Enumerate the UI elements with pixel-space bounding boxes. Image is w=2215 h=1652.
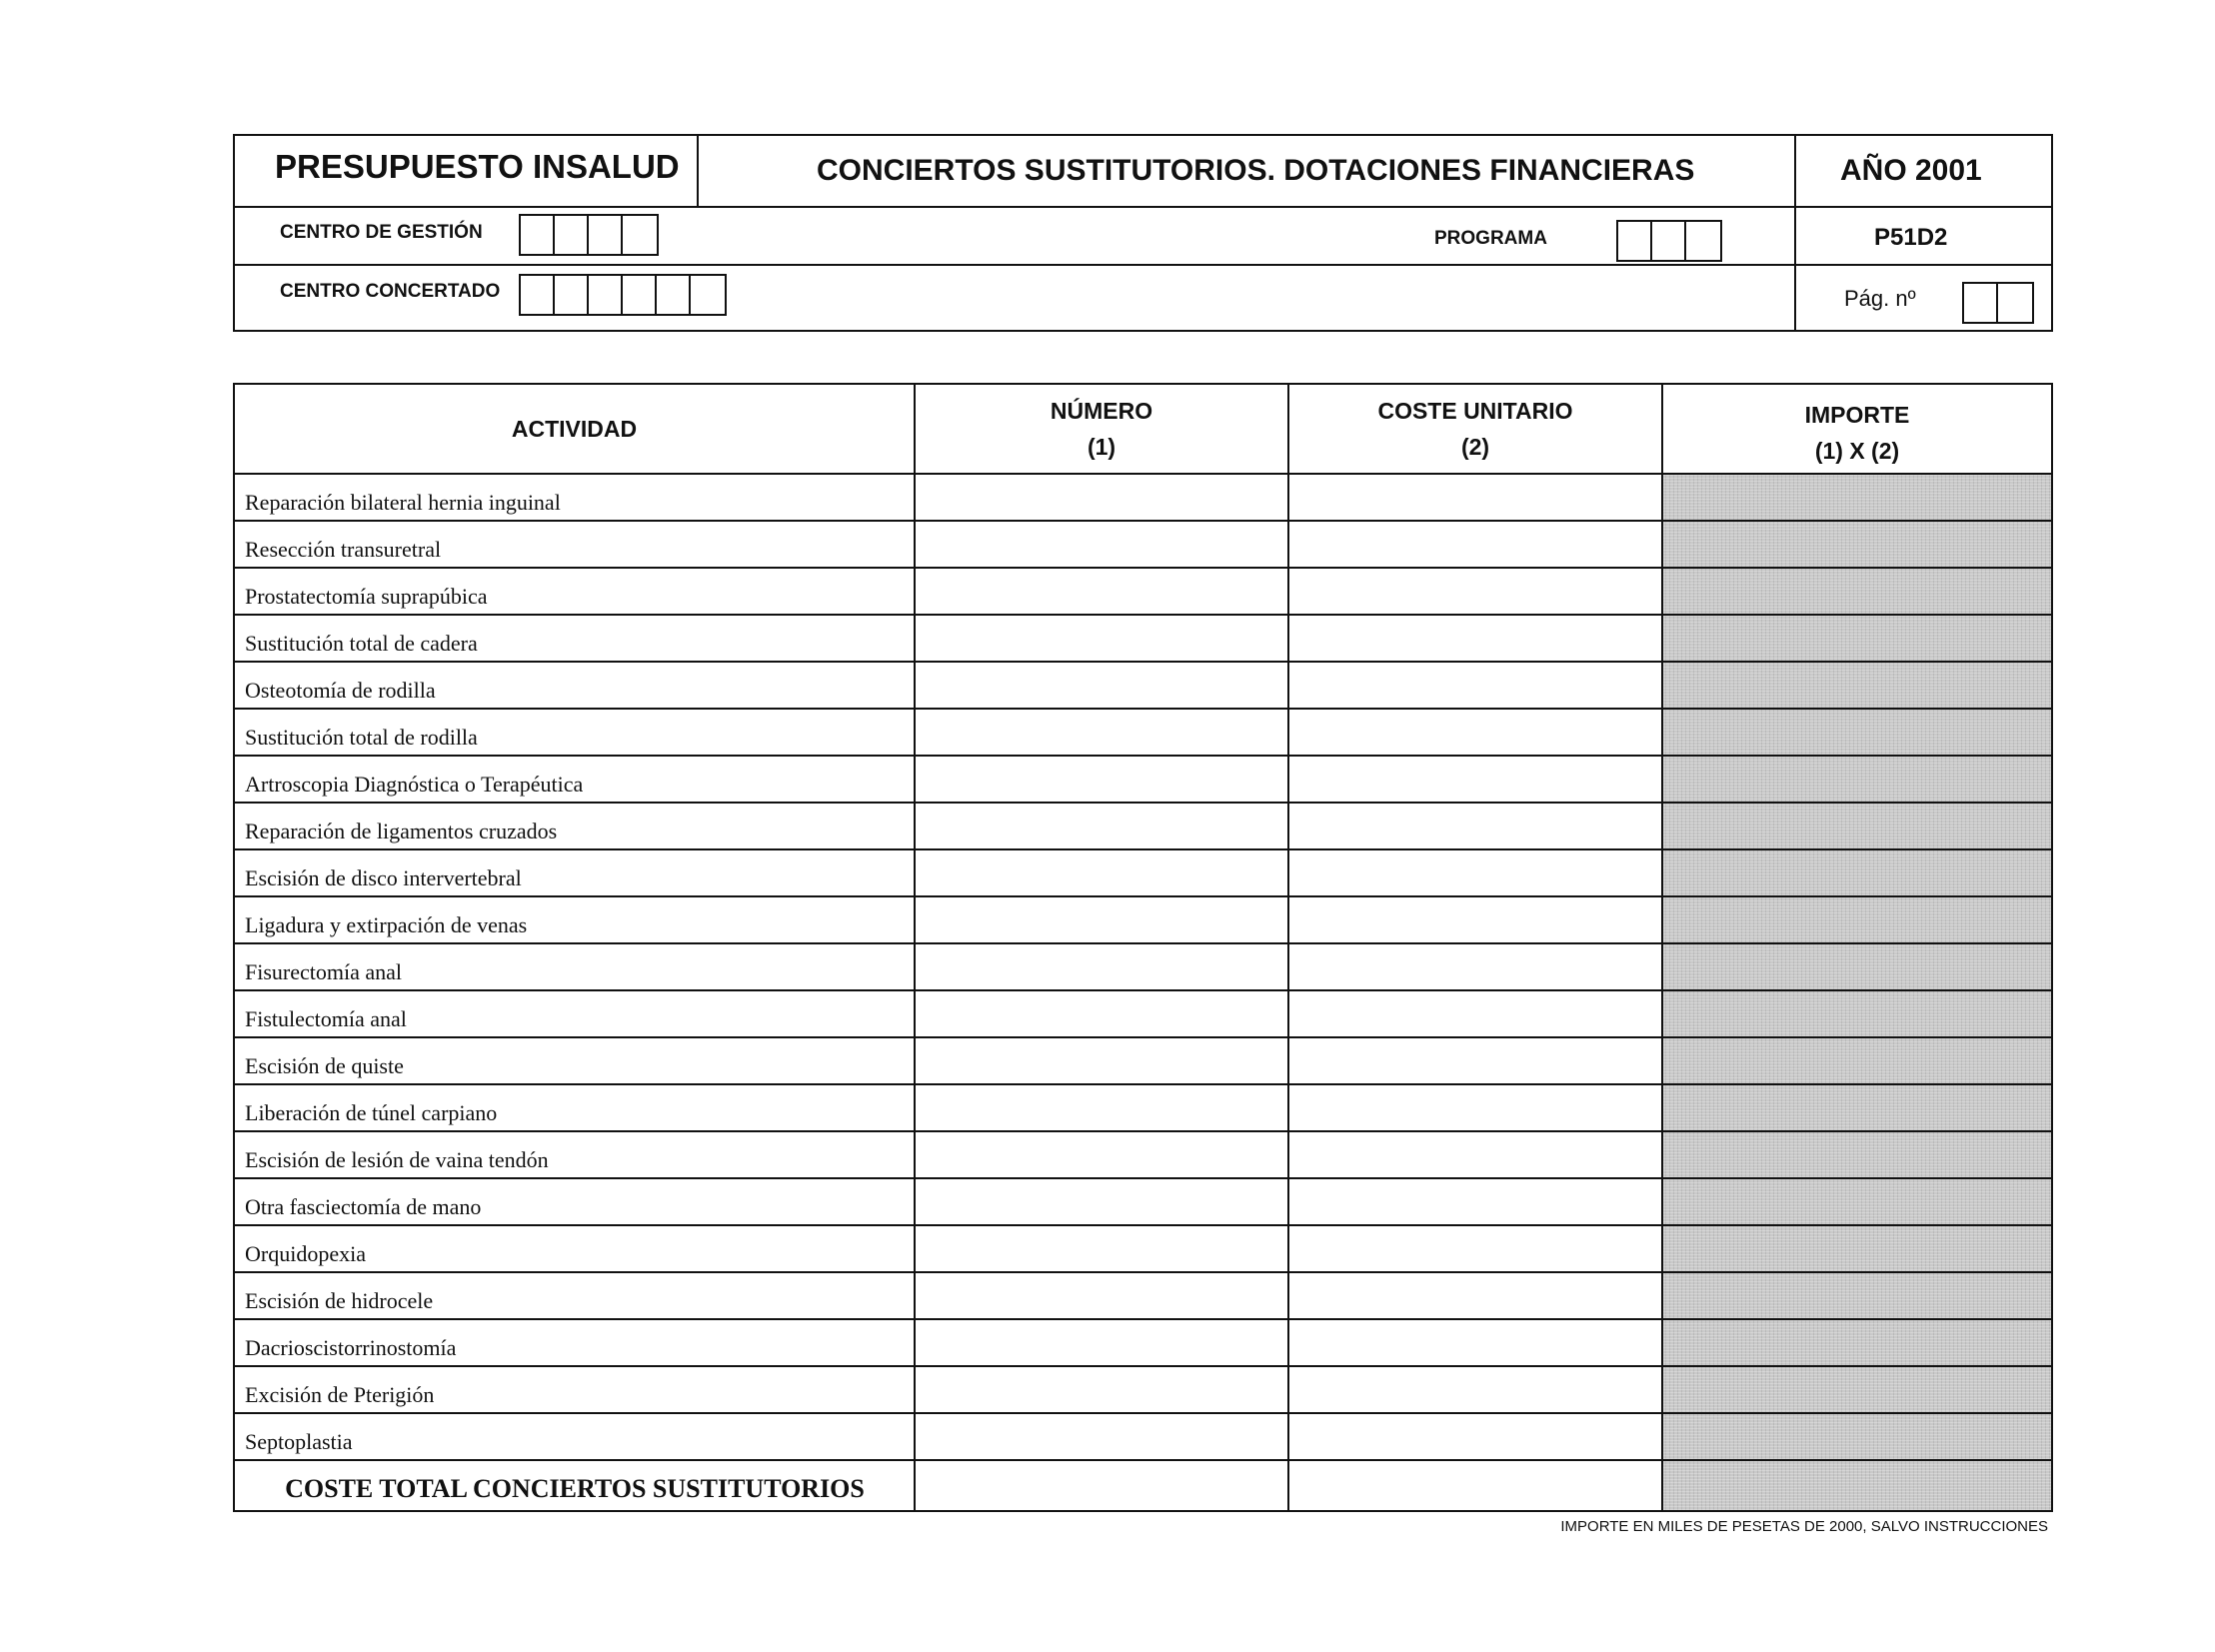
table-row — [235, 520, 2051, 567]
numero-cell[interactable] — [916, 475, 1287, 520]
coste-cell[interactable] — [1289, 1273, 1661, 1318]
col-header-actividad: ACTIVIDAD — [511, 416, 638, 442]
activity-label: Otra fasciectomía de mano — [245, 1194, 482, 1219]
coste-cell[interactable] — [1289, 804, 1661, 848]
coste-cell[interactable] — [1289, 757, 1661, 802]
activity-label: Escisión de disco intervertebral — [245, 865, 522, 890]
coste-cell[interactable] — [1289, 663, 1661, 708]
col-header-importe-sub: (1) X (2) — [1814, 438, 1900, 464]
table-row — [235, 755, 2051, 802]
activity-table — [233, 383, 2053, 1512]
header-divider — [235, 264, 2051, 266]
col-header-coste-sub: (2) — [1460, 434, 1490, 460]
form-header — [233, 134, 2053, 332]
total-label: COSTE TOTAL CONCIERTOS SUSTITUTORIOS — [285, 1474, 865, 1503]
activity-label: Fisurectomía anal — [245, 959, 403, 984]
header-divider — [1794, 136, 1796, 330]
table-row — [235, 1224, 2051, 1271]
numero-cell[interactable] — [916, 1132, 1287, 1177]
coste-cell[interactable] — [1289, 569, 1661, 614]
table-row — [235, 942, 2051, 989]
coste-cell[interactable] — [1289, 710, 1661, 755]
programa-label: PROGRAMA — [1434, 228, 1547, 249]
numero-cell[interactable] — [916, 710, 1287, 755]
coste-cell[interactable] — [1289, 1367, 1661, 1412]
activity-label: Escisión de quiste — [245, 1053, 404, 1078]
numero-cell[interactable] — [916, 757, 1287, 802]
activity-label: Sustitución total de cadera — [245, 631, 478, 656]
numero-cell[interactable] — [916, 897, 1287, 942]
programa-code-field[interactable] — [1616, 220, 1722, 262]
activity-label: Liberación de túnel carpiano — [245, 1100, 498, 1125]
form-title: CONCIERTOS SUSTITUTORIOS. DOTACIONES FINANCIERAS — [817, 154, 1695, 187]
activity-label: Osteotomía de rodilla — [245, 678, 436, 703]
col-header-coste — [1289, 393, 1661, 481]
table-row — [235, 1271, 2051, 1318]
table-row — [235, 614, 2051, 661]
coste-cell[interactable] — [1289, 1320, 1661, 1365]
coste-cell[interactable] — [1289, 850, 1661, 895]
form-code: P51D2 — [1874, 224, 1948, 251]
header-divider — [697, 136, 699, 206]
numero-cell[interactable] — [916, 944, 1287, 989]
centro-gestion-label: CENTRO DE GESTIÓN — [280, 222, 483, 243]
col-header-importe-title: IMPORTE — [1804, 402, 1910, 428]
numero-cell[interactable] — [916, 1273, 1287, 1318]
page-number-label: Pág. nº — [1844, 286, 1916, 311]
total-numero-cell[interactable] — [916, 1461, 1287, 1510]
coste-cell[interactable] — [1289, 1414, 1661, 1459]
coste-cell[interactable] — [1289, 1179, 1661, 1224]
col-header-importe — [1663, 397, 2051, 485]
table-row — [235, 1177, 2051, 1224]
col-header-coste-title: COSTE UNITARIO — [1377, 398, 1573, 424]
table-row — [235, 802, 2051, 848]
table-row — [235, 895, 2051, 942]
activity-label: Dacrioscistorrinostomía — [245, 1335, 457, 1360]
table-row — [235, 473, 2051, 520]
centro-gestion-code-field[interactable] — [519, 214, 659, 256]
table-row — [235, 1083, 2051, 1130]
activity-label: Resección transuretral — [245, 537, 442, 562]
budget-title: PRESUPUESTO INSALUD — [275, 148, 680, 185]
table-row — [235, 1130, 2051, 1177]
table-row — [235, 708, 2051, 755]
coste-cell[interactable] — [1289, 475, 1661, 520]
numero-cell[interactable] — [916, 1085, 1287, 1130]
activity-label: Reparación de ligamentos cruzados — [245, 819, 558, 843]
activity-label: Prostatectomía suprapúbica — [245, 584, 488, 609]
coste-cell[interactable] — [1289, 897, 1661, 942]
activity-label: Reparación bilateral hernia inguinal — [245, 490, 561, 515]
footnote: IMPORTE EN MILES DE PESETAS DE 2000, SALVO INSTRUCCIONES — [1560, 1518, 2048, 1535]
numero-cell[interactable] — [916, 1038, 1287, 1083]
col-header-numero-sub: (1) — [1087, 434, 1116, 460]
centro-concertado-label: CENTRO CONCERTADO — [280, 281, 501, 302]
activity-label: Escisión de lesión de vaina tendón — [245, 1147, 549, 1172]
table-row — [235, 1036, 2051, 1083]
coste-cell[interactable] — [1289, 944, 1661, 989]
numero-cell[interactable] — [916, 1414, 1287, 1459]
table-row — [235, 1412, 2051, 1459]
centro-concertado-code-field[interactable] — [519, 274, 727, 316]
activity-label: Sustitución total de rodilla — [245, 725, 478, 750]
col-header-numero-title: NÚMERO — [1050, 398, 1153, 424]
coste-cell[interactable] — [1289, 616, 1661, 661]
table-row — [235, 848, 2051, 895]
coste-cell[interactable] — [1289, 1132, 1661, 1177]
table-row — [235, 1365, 2051, 1412]
coste-cell[interactable] — [1289, 991, 1661, 1036]
table-row — [235, 989, 2051, 1036]
activity-label: Artroscopia Diagnóstica o Terapéutica — [245, 772, 584, 797]
numero-cell[interactable] — [916, 663, 1287, 708]
activity-label: Excisión de Pterigión — [245, 1382, 435, 1407]
activity-label: Ligadura y extirpación de venas — [245, 912, 528, 937]
col-header-numero — [916, 393, 1287, 481]
activity-label: Escisión de hidrocele — [245, 1288, 434, 1313]
activity-label: Septoplastia — [245, 1429, 353, 1454]
table-row — [235, 661, 2051, 708]
numero-cell[interactable] — [916, 1226, 1287, 1271]
numero-cell[interactable] — [916, 991, 1287, 1036]
coste-cell[interactable] — [1289, 1226, 1661, 1271]
page-number-field[interactable] — [1962, 282, 2034, 324]
activity-label: Fistulectomía anal — [245, 1006, 407, 1031]
coste-cell[interactable] — [1289, 1085, 1661, 1130]
coste-cell[interactable] — [1289, 522, 1661, 567]
numero-cell[interactable] — [916, 850, 1287, 895]
coste-cell[interactable] — [1289, 1038, 1661, 1083]
activity-label: Orquidopexia — [245, 1241, 366, 1266]
table-row — [235, 1318, 2051, 1365]
numero-cell[interactable] — [916, 569, 1287, 614]
numero-cell[interactable] — [916, 616, 1287, 661]
year-label: AÑO 2001 — [1840, 154, 1982, 187]
numero-cell[interactable] — [916, 1320, 1287, 1365]
numero-cell[interactable] — [916, 1179, 1287, 1224]
total-coste-cell[interactable] — [1289, 1461, 1661, 1510]
numero-cell[interactable] — [916, 522, 1287, 567]
total-row — [235, 1459, 2051, 1510]
header-divider — [235, 206, 2051, 208]
numero-cell[interactable] — [916, 804, 1287, 848]
numero-cell[interactable] — [916, 1367, 1287, 1412]
table-row — [235, 567, 2051, 614]
